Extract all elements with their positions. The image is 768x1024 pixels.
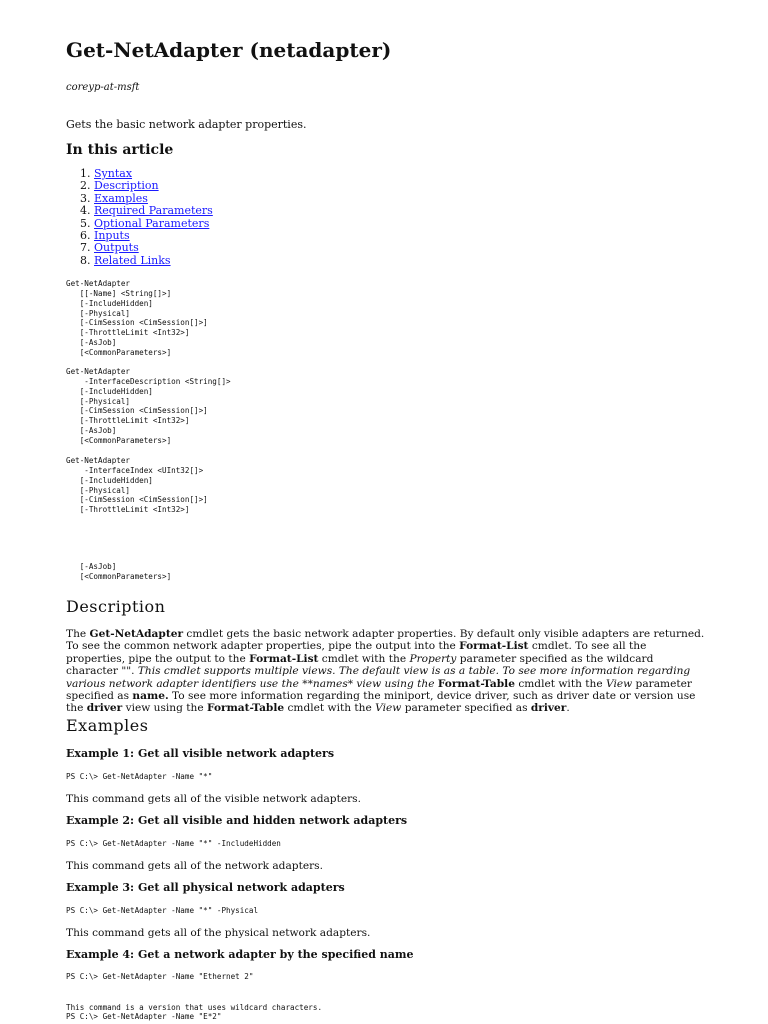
example-3-text: This command gets all of the physical network adapters. (66, 927, 371, 939)
example-4-title: Example 4: Get a network adapter by the specified name (66, 948, 414, 961)
author-name: coreyp-at-msft (66, 82, 140, 93)
toc-heading: In this article (66, 142, 174, 158)
toc-link-description[interactable]: Description (94, 179, 159, 193)
example-1-text: This command gets all of the visible network adapters. (66, 793, 361, 805)
toc-link-inputs[interactable]: Inputs (94, 229, 130, 243)
description-heading: Description (66, 597, 166, 616)
toc-link-syntax[interactable]: Syntax (94, 167, 133, 180)
page-title: Get-NetAdapter (netadapter) (66, 38, 392, 62)
example-4-command-wildcard: PS C:\> Get-NetAdapter -Name "E*2" (66, 1012, 222, 1021)
example-1-command: PS C:\> Get-NetAdapter -Name "*" (66, 772, 213, 781)
example-3-command: PS C:\> Get-NetAdapter -Name "*" -Physical (66, 906, 259, 915)
toc-item-inputs: 6. Inputs (80, 229, 130, 243)
example-3-title: Example 3: Get all physical network adapters (66, 881, 345, 894)
syntax-block-interface-index-tail: [-AsJob] [<CommonParameters>] (79, 562, 172, 581)
example-1-title: Example 1: Get all visible network adapters (66, 747, 335, 760)
toc-link-related-links[interactable]: Related Links (94, 253, 171, 267)
example-2-command: PS C:\> Get-NetAdapter -Name "*" -IncludeHidden (66, 839, 281, 848)
toc-link-outputs[interactable]: Outputs (94, 241, 139, 255)
summary-text: Gets the basic network adapter properties. (66, 118, 307, 131)
toc-link-optional-parameters[interactable]: Optional Parameters (94, 216, 210, 230)
toc-item-optional-parameters: 5. Optional Parameters (80, 216, 210, 230)
syntax-block-name: Get-NetAdapter [[-Name] <String[]>] [-IncludeHidden] [-Physical] [-CimSession <CimSession[]>] [-ThrottleLimit <Int32>] [-AsJob] [<CommonParameters>] (66, 279, 208, 357)
toc-item-related-links: 8. Related Links (80, 253, 171, 267)
example-2-text: This command gets all of the network adapters. (66, 860, 323, 872)
toc-item-outputs: 7. Outputs (80, 241, 139, 255)
description-paragraph: The Get-NetAdapter cmdlet gets the basic network adapter properties. By default only visible adapters are returned. To see the common network adapter properties, pipe the output into the Format-List cmdlet. To see all the properties, pipe the output to the Format-List cmdlet with the Property parameter specified as the wildcard character "". This cmdlet supports multiple views. The default view is as a table. To see more information regarding various network adapter identifiers use the **names* view using the Format-Table cmdlet with the View parameter specified as name. To see more information regarding the miniport, device driver, such as driver date or version use the driver view using the Format-Table cmdlet with the View parameter specified as driver. (66, 628, 705, 715)
syntax-block-interface-index: Get-NetAdapter -InterfaceIndex <UInt32[]> [-IncludeHidden] [-Physical] [-CimSession <CimSession[]>] [-ThrottleLimit <Int32>] (66, 456, 208, 515)
toc-item-required-parameters: 4. Required Parameters (80, 204, 213, 218)
examples-heading: Examples (66, 716, 149, 735)
example-4-command: PS C:\> Get-NetAdapter -Name "Ethernet 2" (66, 972, 254, 981)
toc-link-required-parameters[interactable]: Required Parameters (94, 204, 213, 218)
toc-item-examples: 3. Examples (80, 191, 148, 205)
example-2-title: Example 2: Get all visible and hidden network adapters (66, 814, 408, 827)
toc-item-syntax: 1. Syntax (80, 167, 133, 180)
toc-link-examples[interactable]: Examples (94, 191, 148, 205)
example-4-note: This command is a version that uses wildcard characters. (66, 1003, 323, 1012)
toc-item-description: 2. Description (80, 179, 159, 193)
toc-list (80, 168, 213, 267)
syntax-block-interface-description: Get-NetAdapter -InterfaceDescription <String[]> [-IncludeHidden] [-Physical] [-CimSession <CimSession[]>] [-ThrottleLimit <Int32>] [-AsJob] [<CommonParameters>] (66, 367, 231, 445)
